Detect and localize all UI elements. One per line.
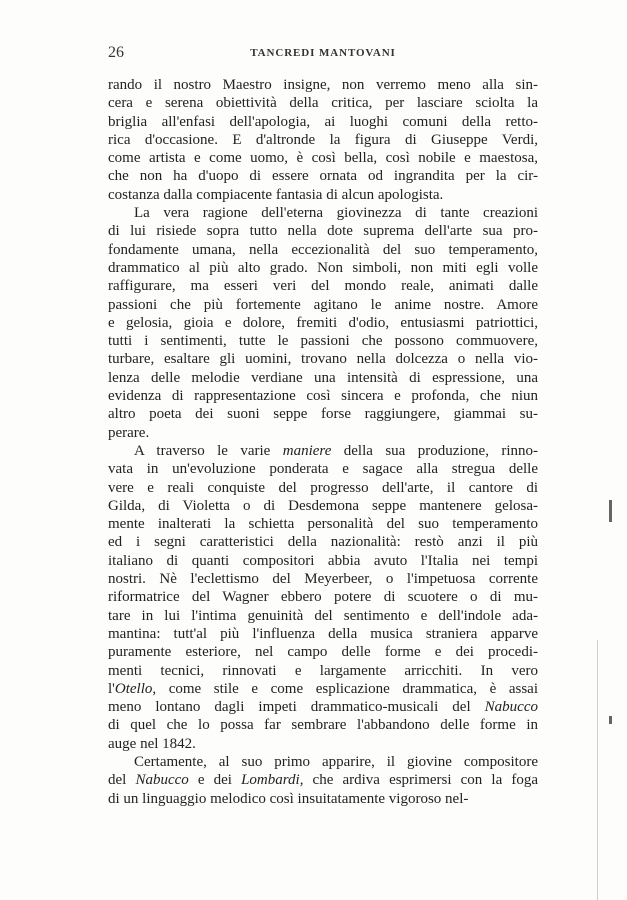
- paragraph: [108, 76, 538, 204]
- text-line: nostri. Nè l'eclettismo del Meyerbeer, o l'impetuosa corrente: [108, 571, 538, 588]
- italic-title: Otello: [114, 680, 153, 697]
- body-text: [108, 76, 538, 808]
- text-line: puramente esteriore, nel campo delle forme e dei procedi-: [108, 644, 538, 661]
- text-line: cera e serena obiettività della critica, per lasciare sciolta la: [108, 95, 538, 112]
- italic-title: Lombardi: [241, 772, 300, 789]
- italic-title: Nabucco: [484, 699, 538, 716]
- text-line: tutti i sentimenti, tutte le passioni che possono commuovere,: [108, 333, 538, 350]
- text-line: Certamente, al suo primo apparire, il giovine compositore: [134, 753, 538, 770]
- text-line: perare.: [108, 424, 150, 441]
- text-line: auge nel 1842.: [108, 735, 196, 752]
- text-line: menti tecnici, rinnovati e largamente arricchiti. In vero: [108, 662, 538, 679]
- text-line: rando il nostro Maestro insigne, non verremo meno alla sin-: [108, 77, 538, 93]
- text-line: di lui risiede sopra tutto nella dote suprema dell'arte sua pro-: [108, 223, 538, 240]
- text-line: drammatico al più alto grado. Non simboli, non miti egli volle: [108, 259, 538, 276]
- text-line: italiano di quanti compositori abbia avuto l'Italia nei tempi: [108, 552, 538, 569]
- text-line: fondamente umana, nella eccezionalità del suo temperamento,: [108, 241, 538, 258]
- text-line: passioni che più fortemente agitano le anime nostre. Amore: [108, 296, 538, 313]
- text-line: evidenza di rappresentazione così sincera e profonda, che niun: [108, 388, 538, 405]
- running-title: TANCREDI MANTOVANI: [250, 47, 396, 59]
- text-line: vata in un'evoluzione ponderata e sagace alla stregua delle: [108, 461, 538, 478]
- text-line: come artista e come uomo, è così bella, così nobile e maestosa,: [108, 150, 538, 167]
- text-line: mente inalterati la schietta personalità del suo temperamento: [108, 516, 538, 533]
- text-line: raffigurare, ma esseri veri del mondo reale, animati dalle: [108, 278, 538, 295]
- text-line: ed i segni caratteristici della nazionalità: restò anzi il più: [108, 534, 538, 551]
- text-line: riformatrice del Wagner ebbero potere di scuotere o di mu-: [108, 589, 538, 606]
- italic-title: maniere: [282, 442, 332, 459]
- text-line: che non ha d'uopo di essere ornata od ingrandita per la cir-: [108, 168, 538, 185]
- margin-mark: [609, 500, 612, 522]
- text-line: e gelosia, gioia e dolore, fremiti d'odio, entusiasmi patriottici,: [108, 314, 538, 331]
- paragraph: [108, 204, 538, 442]
- italic-title: Nabucco: [135, 772, 189, 789]
- text-line: meno lontano dagli impeti drammatico-musicali del Nabucco: [108, 699, 538, 716]
- text-line: A traverso le varie maniere della sua produzione, rinno-: [134, 442, 538, 459]
- text-line: l'Otello, come stile e come esplicazione drammatica, è assai: [108, 680, 538, 697]
- text-line: mantina: tutt'al più l'influenza della musica straniera apparve: [108, 625, 538, 642]
- text-line: briglia all'enfasi dell'apologia, ai luoghi comuni della retto-: [108, 113, 538, 130]
- paragraph: [108, 753, 538, 808]
- page-number: 26: [108, 44, 124, 61]
- paragraph: [108, 442, 538, 753]
- text-line: di un linguaggio melodico così insuitatamente vigoroso nel-: [108, 790, 469, 807]
- text-line: turbare, esaltare gli uomini, trovano nella dolcezza o nella vio-: [108, 351, 538, 368]
- text-line: di quel che lo possa far sembrare l'abbandono delle forme in: [108, 717, 538, 734]
- text-line: costanza dalla compiacente fantasia di alcun apologista.: [108, 186, 444, 203]
- text-line: lenza delle melodie verdiane una intensità di espressione, una: [108, 369, 538, 386]
- page-edge-line: [597, 640, 598, 900]
- text-line: Gilda, di Violetta o di Desdemona seppe mantenere gelosa-: [108, 497, 538, 514]
- page-header: [108, 44, 538, 64]
- text-line: tare in lui l'intima genuinità del sentimento e dell'indole ada-: [108, 607, 538, 624]
- text-line: La vera ragione dell'eterna giovinezza di tante creazioni: [134, 205, 538, 222]
- text-line: vere e reali conquiste del progresso dell'arte, il cantore di: [108, 479, 538, 496]
- text-line: rica d'occasione. E d'altronde la figura di Giuseppe Verdi,: [108, 131, 538, 148]
- text-line: del Nabucco e dei Lombardi, che ardiva esprimersi con la foga: [108, 772, 538, 789]
- margin-mark: [609, 716, 612, 724]
- text-line: altro poeta dei suoni seppe forse raggiungere, giammai su-: [108, 406, 538, 423]
